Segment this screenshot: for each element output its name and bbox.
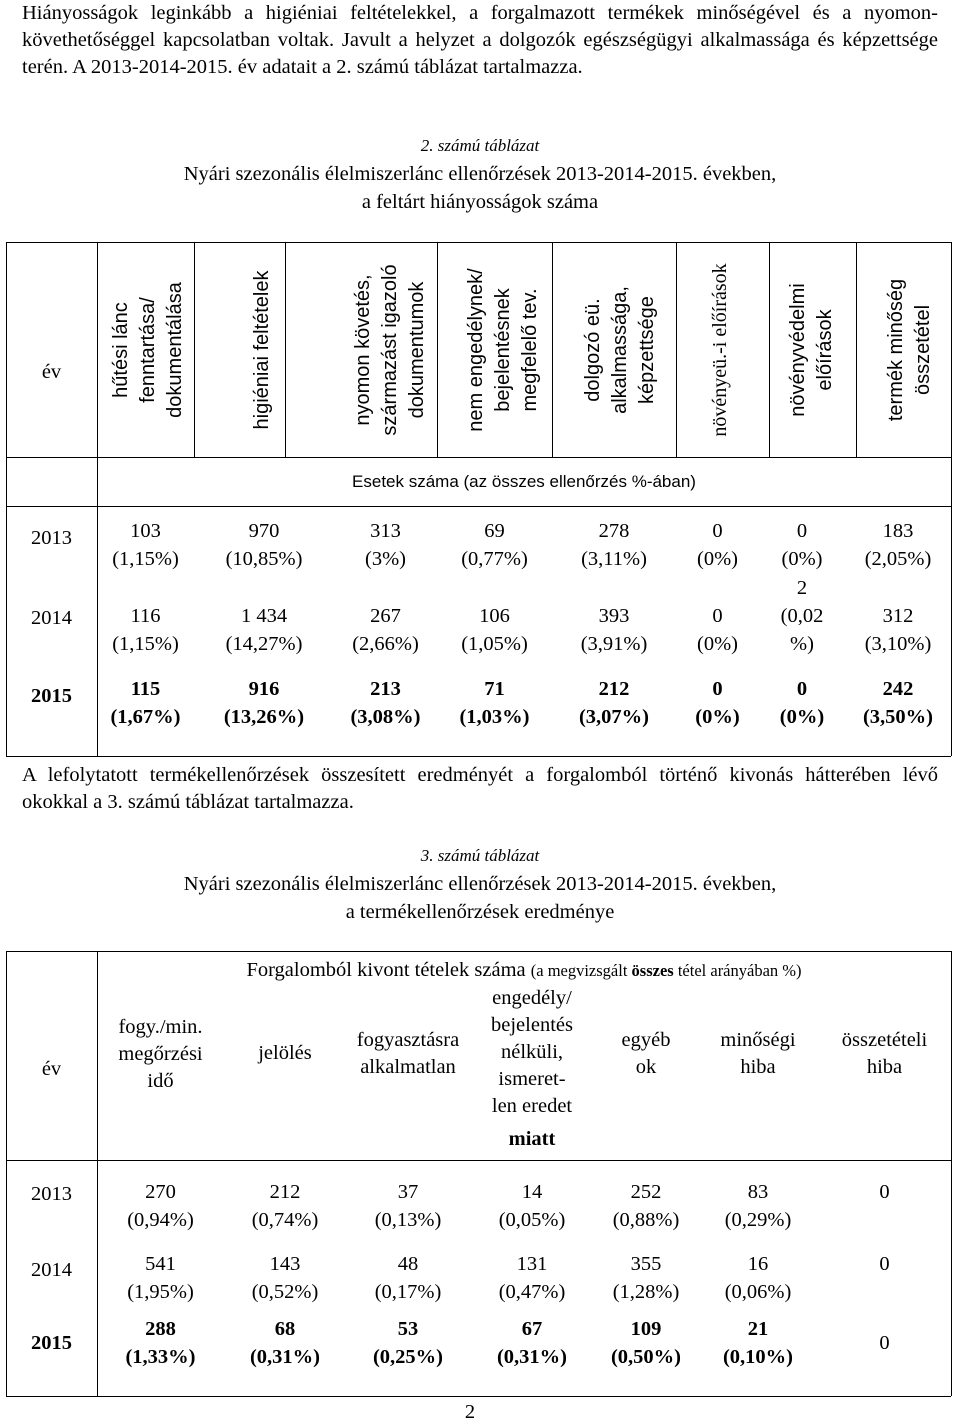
table3-cell: 0 [879,1332,890,1354]
table3-header-labeling: jelölés [258,1042,312,1064]
table3-row-2014-year: 2014 [31,1259,72,1281]
table2-cell: 0 (0%) [779,678,825,728]
table3-cell: 53 (0,25%) [372,1318,444,1368]
table3-cell: 68 (0,31%) [249,1318,321,1368]
table3-header-no-license: engedély/ bejelentés nélküli, ismeret- len eredet [491,987,573,1117]
table2-cell: 1 434 (14,27%) [225,605,303,655]
table3-cell: 109 (0,50%) [610,1318,682,1368]
table3-cell: 131 (0,47%) [498,1253,566,1303]
table3-header-expiry: fogy./min. megőrzési idő [118,1016,203,1092]
table3-caption-label: számú táblázat [437,846,540,865]
table2-cell: 0 (0%) [695,678,740,728]
table2-cell: 116 (1,15%) [112,605,179,655]
table2-caption-number: 2. [420,136,434,155]
middle-paragraph: A lefolytatott termékellenőrzések összesített eredményét a forgalomból történő kivonás hátterében lévő okokkal a 3. számú táblázat tartalmazza. [22,764,938,813]
table2-header-plant-protection: növényvédelmi előírások [787,283,836,417]
table3-cell: 212 (0,74%) [251,1181,319,1231]
table2-header-product-quality: termék minőség összetétel [885,278,934,422]
table3-cell: 37 (0,13%) [374,1181,442,1231]
table2-cell: 313 (3%) [365,520,406,570]
table3-cell: 252 (0,88%) [612,1181,680,1231]
table2-cell: 278 (3,11%) [581,520,647,570]
table3-cell: 16 (0,06%) [724,1253,792,1303]
table3-group-header: Forgalomból kivont tételek száma (a megvizsgált összes tétel arányában %) [246,959,802,981]
table2-header-no-license: nem engedélynek/ bejelentésnek megfelelő tev. [464,268,541,432]
table2-cell: 71 (1,03%) [459,678,530,728]
table2-cell: 0 (0%) [697,520,738,570]
table2-cell: 916 (13,26%) [223,678,305,728]
table3-cell: 288 (1,33%) [125,1318,196,1368]
page-number: 2 [464,1401,476,1423]
table2-cell: 212 (3,07%) [578,678,650,728]
table3-caption-number: 3. [420,846,434,865]
table2-cell: 970 (10,85%) [225,520,303,570]
table3-year-header: év [41,1058,62,1080]
table3-caption-line1: Nyári szezonális élelmiszerlánc ellenőrzések 2013-2014-2015. években, [183,873,777,895]
table2-cell: 213 (3,08%) [350,678,421,728]
table2-cell: 103 (1,15%) [112,520,179,570]
table2-cell: 393 (3,91%) [580,605,648,655]
table2-cell: 0 (0%) [697,605,738,655]
table3-caption [0,842,960,926]
table2-cell: 0 (0%) [781,520,823,570]
table2-caption-line1: Nyári szezonális élelmiszerlánc ellenőrzések 2013-2014-2015. években, [183,163,777,185]
table2-header-plant-health: növényeü.-i előírások [708,263,731,437]
table3-cell: 270 (0,94%) [127,1181,194,1231]
table2-cell: 2 (0,02 %) [780,577,824,655]
table3-cell: 143 (0,52%) [251,1253,319,1303]
table2-header-traceability: nyomon követés, származást igazoló dokumentumok [351,264,428,436]
table3-cell: 14 (0,05%) [498,1181,566,1231]
table3-header-other: egyéb ok [621,1029,671,1078]
table3-cell: 83 (0,29%) [724,1181,792,1231]
table2-header-worker-health: dolgozó eü. alkalmassága, képzettsége [581,286,658,414]
table3-header-miatt: miatt [508,1128,556,1150]
table3-row-2013-year: 2013 [31,1183,72,1205]
table2-row-2013-year: 2013 [31,527,72,549]
table3-cell: 67 (0,31%) [496,1318,568,1368]
table2-cell: 115 (1,67%) [110,678,181,728]
table2-cell: 312 (3,10%) [864,605,932,655]
table3-caption-line2: a termékellenőrzések eredménye [345,901,615,923]
table2-row-2015-year: 2015 [31,685,72,707]
table2-cell: 106 (1,05%) [461,605,528,655]
table3-header-quality: minőségi hiba [720,1029,796,1078]
table2-header-cold-chain: hűtési lánc fenntartása/ dokumentálása [109,282,186,418]
table2-cell: 242 (3,50%) [862,678,934,728]
table3-cell: 541 (1,95%) [127,1253,194,1303]
table3-header-composition: összetételi hiba [841,1029,928,1078]
table2-header-hygiene: higiéniai feltételek [250,270,273,430]
table3-cell: 355 (1,28%) [612,1253,680,1303]
table3-cell: 0 [879,1253,890,1275]
table2-cell: 69 (0,77%) [461,520,528,570]
table2-caption-label: számú táblázat [437,136,540,155]
table2-caption-line2: a feltárt hiányosságok száma [361,191,599,213]
table2-cell: 267 (2,66%) [352,605,419,655]
intro-paragraph: Hiányosságok leginkább a higiéniai feltételekkel, a forgalmazott termékek minőségével és a nyomon-követhetőséggel kapcsolatban voltak. Javult a helyzet a dolgozók egészségügyi alkalmassága és képzettsége terén. A 2013-2014-2015. év adatait a 2. számú táblázat tartalmazza. [22,2,938,78]
table2-year-header: év [41,361,62,383]
table2-row-2014-year: 2014 [31,607,72,629]
table2-cell: 183 (2,05%) [864,520,932,570]
table3-row-2015-year: 2015 [31,1332,72,1354]
table3-cell: 0 [879,1181,890,1203]
table3-cell: 48 (0,17%) [374,1253,442,1303]
table2-subheader: Esetek száma (az összes ellenőrzés %-ában) [352,472,696,491]
table3-cell: 21 (0,10%) [722,1318,794,1368]
table3-header-unfit: fogyasztásra alkalmatlan [356,1029,460,1078]
